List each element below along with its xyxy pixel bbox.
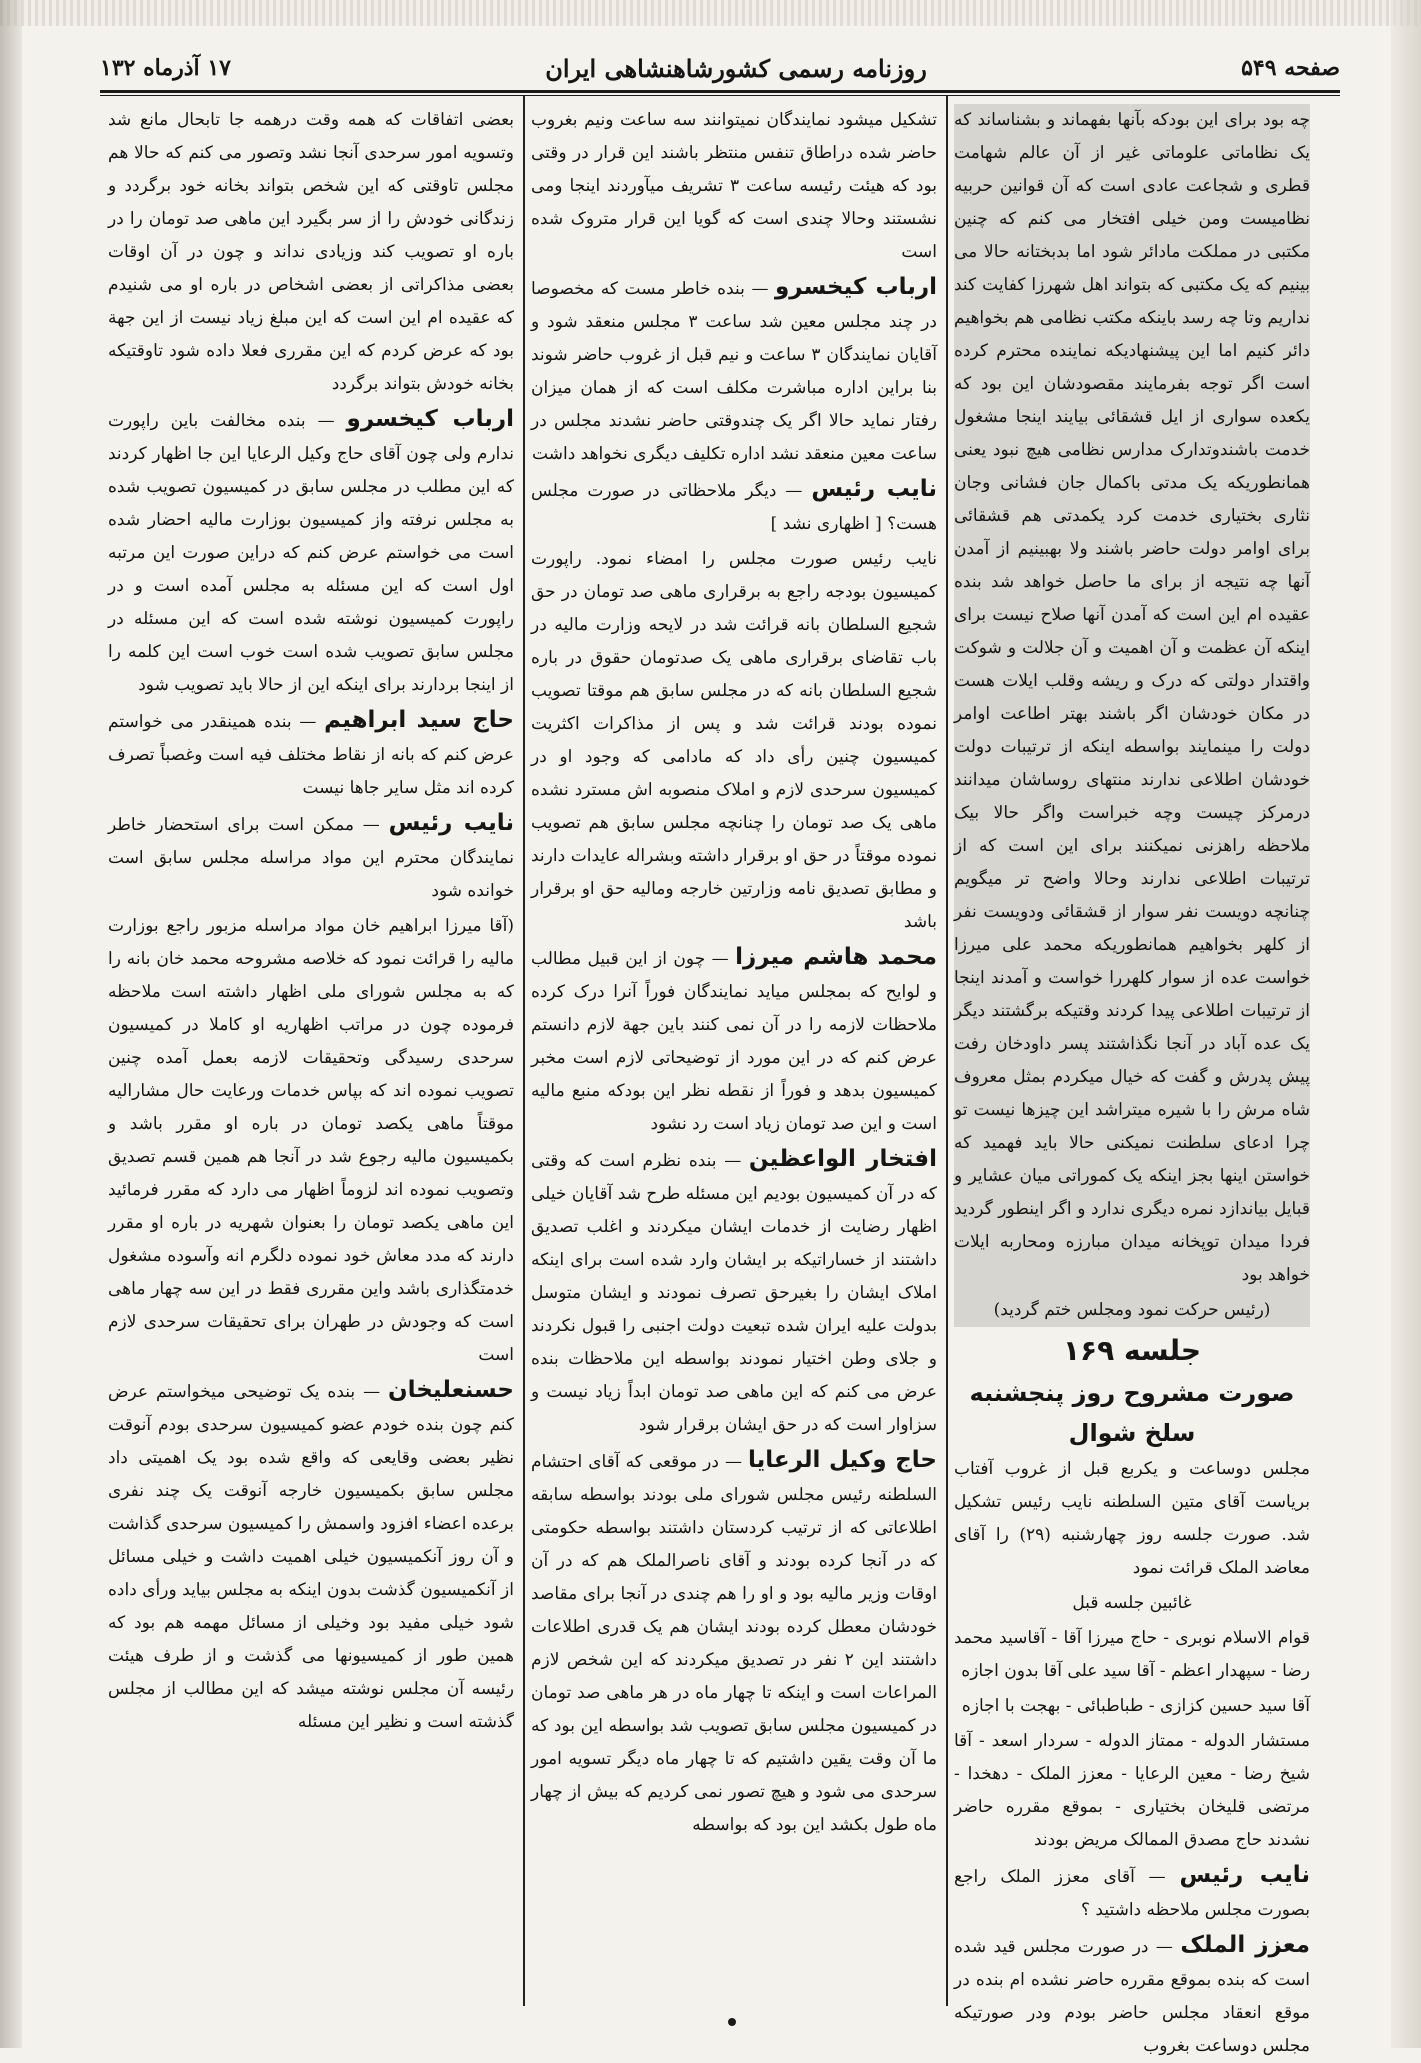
- speaker-name: حاج سید ابراهیم: [324, 707, 515, 733]
- speech: ارباب کیخسرو — بنده مخالفت باین راپورت ندارم ولی چون آقای حاج وکیل الرعایا این جا اظهار کردند که این مطلب در مجلس سابق در کمیسیون تصویب شده به مجلس نرفته واز کمیسیون بوزارت مالیه احضار شده است می خواستم عرض کنم که دراین صورت این مرتبه اول است که این مسئله به مجلس آمده است و در راپورت کمیسیون نوشته شده است که این مسئله در مجلس سابق تصویب شده است خوب است این کلمه را از اینجا بردارند برای اینکه این از حالا باید تصویب شود: [108, 406, 514, 695]
- speech-text: چون از این قبیل مطالب و لوایح که بمجلس میاید نمایندگان فوراً آنرا درک کرده ملاحظات لازمه را در آن نمی کنند باین جهة لازم دانستم عرض کنم که در این مورد از توضیحاتی لازم است مخبر کمیسیون بدهد و فوراً از نقطه نظر این بودکه منبع مالیه است و این صد تومان زیاد است رد نشود: [531, 949, 937, 1134]
- session-subtitle: صورت مشروح روز پنجشنبه سلخ شوال: [969, 1379, 1295, 1447]
- speech: محمد هاشم میرزا — چون از این قبیل مطالب و لوایح که بمجلس میاید نمایندگان فوراً آنرا درک کرده ملاحظات لازمه را در آن نمی کنند باین جهة لازم دانستم عرض کنم که در این مورد از توضیحاتی لازم است مخبر کمیسیون بدهد و فوراً از نقطه نظر این بودکه منبع مالیه است و این صد تومان زیاد است رد نشود: [531, 944, 937, 1134]
- paragraph: آقا سید حسین کزازی - طباطبائی - بهجت با اجازه: [961, 1696, 1310, 1716]
- column-middle: [531, 104, 937, 2019]
- paragraph: قوام الاسلام نوبری - حاج میرزا آقا - آقاسید محمد رضا - سپهدار اعظم - آقا سید علی آقا بدون اجازه: [954, 1628, 1310, 1681]
- scan-edge-top: [0, 0, 1421, 26]
- column-divider-right: [946, 96, 948, 2006]
- speaker-name: محمد هاشم میرزا: [735, 944, 937, 970]
- speaker-name: ارباب کیخسرو: [346, 406, 514, 432]
- speech: حاج سید ابراهیم — بنده همینقدر می خواستم عرض کنم که بانه از نقاط مختلف فیه است وغصباً تصرف کرده اند مثل سایر جاها نیست: [108, 707, 515, 798]
- speech: نایب رئیس — آقای معزز الملک راجع بصورت مجلس ملاحظه داشتید ؟: [954, 1862, 1310, 1920]
- paragraph: مستشار الدوله - ممتاز الدوله - سردار اسعد - آقا شیخ رضا - معین الرعایا - معزز الملک - دهخدا - مرتضی قلیخان بختیاری - بموقع مقرره حاضر نشدند حاج مصدق الممالک مریض بودند: [954, 1731, 1310, 1850]
- header-rule: [100, 90, 1340, 93]
- column-divider-left: [523, 96, 525, 2006]
- column-right: [954, 104, 1310, 2056]
- binding-shadow-left: [0, 0, 22, 2048]
- newspaper-title: روزنامه رسمی کشورشاهنشاهی ایران: [545, 53, 927, 83]
- speech: حاج وکیل الرعایا — در موقعی که آقای احتشام السلطنه رئیس مجلس شورای ملی بودند بواسطه سابقه اطلاعاتی که از ترتیب کردستان داشتند بواسطه حکومتی که در آنجا کرده بودند و آقای ناصرالملک هم که در آن اوقات وزیر مالیه بود و او را هم چندی در آنجا برای مقاصد خودشان معطل کرده بودند ایشان هم یک قدری اطلاعات داشتند این ۲ نفر در تصدیق میکردند که این شخص لازم المراعات است و اینکه تا چهار ماه در هر ماهی صد تومان در کمیسیون مجلس سابق تصویب شد بواسطه این بود که ما آن وقت یقین داشتیم که تا چهار ماه دیگر تسویه امور سرحدی می شود و هیچ تصور نمی کردیم که بیش از چهار ماه طول بکشد این بود که بواسطه: [531, 1447, 938, 1835]
- paragraph: تشکیل میشود نمایندگان نمیتوانند سه ساعت ونیم بغروب حاضر شده دراطاق تنفس منتظر باشند این قرار در وقتی بود که هیئت رئیسه ساعت ۳ تشریف میآوردند اینجا ومی نشستند وحالا چندی است که گویا این قرار متروک شده است: [531, 110, 937, 262]
- scan-edge-right: [1391, 0, 1421, 2048]
- speech-text: ممکن است برای استحضار خاطر نمایندگان محترم این مواد مراسله مجلس سابق است خوانده شود: [108, 815, 514, 901]
- speaker-name: حاج وکیل الرعایا: [747, 1447, 938, 1473]
- speech: نایب رئیس — ممکن است برای استحضار خاطر نمایندگان محترم این مواد مراسله مجلس سابق است خوانده شود: [108, 810, 514, 901]
- speech-text: بنده یک توضیحی میخواستم عرض کنم چون بنده خودم عضو کمیسیون سرحدی بودم آنوقت نظیر بعضی وقایعی که واقع شده بود یک اهمیتی داد مجلس سابق بکمیسیون خارجه آنوقت یک چند نفری برعده اعضاء افزود واسمش را کمیسیون سرحدی گذاشت و آن روز آنکمیسیون خیلی اهمیت داشت و خیلی مسائل از آنکمیسیون گذشت بدون اینکه به مجلس بیاید ورأی داده شود خیلی مفید بود وخیلی از مسائل مهمه هم بود که همین طور از کمیسیونها می گذشت و از طرف هیئت رئیسه آن مجلس نوشته میشد که این مطالب از مجلس گذشته است و نظیر این مسئله: [108, 1382, 514, 1732]
- paragraph: بعضی اتفاقات که همه وقت درهمه جا تابحال مانع شد وتسویه امور سرحدی آنجا نشد وتصور می کنم که حالا هم مجلس تاوقتی که این شخص بتواند بخانه خود برگردد و زندگانی خودش را از سر بگیرد این ماهی صد تومان را در باره او تصویب کند وزیادی نداند و چون در آن اوقات بعضی مذاکراتی از بعضی اشخاص در باره او می شنیدم که عقیده ام این است که این مبلغ زیاد نیست از این جهة بود که عرض کردم که این مقرری فعلا داده شود تاوقتیکه بخانه خودش بتواند برگردد: [108, 110, 514, 394]
- speaker-name: نایب رئیس: [811, 476, 938, 502]
- header-rule-thin: [100, 95, 1340, 96]
- paragraph: (آقا میرزا ابراهیم خان مواد مراسله مزبور راجع بوزارت مالیه را قرائت نمود که خلاصه مشروحه محمد خان بانه را که به مجلس شورای ملی اظهار داشته است ملاحظه فرموده چون در مراتب اظهاریه او کاملا در کمیسیون سرحدی رسیدگی وتحقیقات لازمه بعمل آمده چنین تصویب نموده اند که بپاس خدمات ورعایت حال مشارالیه موقتاً ماهی یکصد تومان در باره او مقرر باشد و بکمیسیون مالیه رجوع شد در آنجا هم همین قسم تصدیق وتصویب نموده اند لزوماً اظهار می دارد که مقرر فرمائید این ماهی یکصد تومان را بعنوان شهریه در باره او مقرر دارند که مدد معاش خود نموده دلگرم انه وآسوده مشغول خدمتگذاری باشد واین مقرری فقط در این سه چهار ماهی است که وجودش در طهران برای تحقیقات سرحدی لازم است: [108, 916, 514, 1365]
- page-end-dot: [728, 2018, 736, 2026]
- speech: ارباب کیخسرو — بنده خاطر مست که مخصوصا در چند مجلس معین شد ساعت ۳ مجلس منعقد شود و آقایان نمایندگان ۳ ساعت و نیم قبل از غروب حاضر شوند بنا براین اداره مباشرت مکلف است که از همان میزان رفتار نماید حالا اگر یک چندوقتی حاضر نشدند مجلس در ساعت معین منعقد نشد اداره تکلیف دیگری نخواهد داشت: [531, 274, 938, 464]
- speaker-name: حسنعلیخان: [388, 1377, 514, 1403]
- speech: افتخار الواعظین — بنده نظرم است که وقتی که در آن کمیسیون بودیم این مسئله طرح شد آقایان خیلی اظهار رضایت از خدمات ایشان میکردند و اغلب تصدیق داشتند از خساراتیکه بر ایشان وارد شده است برای اینکه املاک ایشان را بغیرحق تصرف نمودند و ایشان متوسل بدولت علیه ایران شده تبعیت دولت اجنبی را قبول نکردند و جلای وطن اختیار نمودند بواسطه این ملاحظات بنده عرض می کنم که این ماهی صد تومان ابداً زیاد نیست و سزاوار است که در حق ایشان برقرار شود: [531, 1146, 937, 1435]
- paragraph: نایب رئیس صورت مجلس را امضاء نمود. راپورت کمیسیون بودجه راجع به برقراری ماهی صد تومان در حق شجیع السلطان بانه قرائت شد در لایحه وزارت مالیه در باب تقاضای برقراری ماهی یک صدتومان حقوق در باره شجیع السلطان بانه که در مجلس سابق هم موقتا تصویب نموده بودند قرائت شد و پس از مذاکرات اکثریت کمیسیون چنین رأی داد که مادامی که وجود او در کمیسیون سرحدی لازم و املاک منصوبه اش مسترد نشده ماهی یک صد تومان را چنانچه مجلس سابق هم تصویب نموده موقتاً در حق او برقرار داشته وبشراله عایدات دارند و مطابق تصدیق نامه وزارتین خارجه ومالیه حق او برقرار باشد: [531, 549, 937, 932]
- speech: نایب رئیس — دیگر ملاحظاتی در صورت مجلس هست؟ [ اظهاری نشد ]: [531, 476, 938, 534]
- speech-text: بنده نظرم است که وقتی که در آن کمیسیون بودیم این مسئله طرح شد آقایان خیلی اظهار رضایت از خدمات ایشان میکردند و اغلب تصدیق داشتند از خساراتیکه بر ایشان وارد شده است برای اینکه املاک ایشان را بغیرحق تصرف نمودند و ایشان متوسل بدولت علیه ایران شده تبعیت دولت اجنبی را قبول نکردند و جلای وطن اختیار نمودند بواسطه این ملاحظات بنده عرض می کنم که این ماهی صد تومان ابداً زیاد نیست و سزاوار است که در حق ایشان برقرار شود: [531, 1151, 937, 1435]
- issue-date: ۱۷ آذرماه ۱۳۲: [100, 55, 231, 81]
- speech-text: در صورت مجلس قید شده است که بنده بموقع مقرره حاضر نشده ام بنده در موقع انعقاد مجلس حاضر بودم ودر صورتیکه مجلس دوساعت بغروب: [954, 1937, 1310, 2056]
- speaker-name: نایب رئیس: [1179, 1862, 1310, 1888]
- speech-text: بنده خاطر مست که مخصوصا در چند مجلس معین شد ساعت ۳ مجلس منعقد شود و آقایان نمایندگان ۳ ساعت و نیم قبل از غروب حاضر شوند بنا براین اداره مباشرت مکلف است که از همان میزان رفتار نماید حالا اگر یک چندوقتی حاضر نشدند مجلس در ساعت معین منعقد نشد اداره تکلیف دیگری نخواهد داشت: [531, 279, 938, 464]
- speech-text: در موقعی که آقای احتشام السلطنه رئیس مجلس شورای ملی بودند بواسطه سابقه اطلاعاتی که از ترتیب کردستان داشتند بواسطه حکومتی که در آنجا کرده بودند و آقای ناصرالملک هم که در آن اوقات وزیر مالیه بود و او را هم چندی در آنجا برای مقاصد خودشان معطل کرده بودند ایشان هم یک قدری اطلاعات داشتند این ۲ نفر در تصدیق میکردند که این شخص لازم المراعات است و اینکه تا چهار ماه در هر ماهی صد تومان در کمیسیون مجلس سابق تصویب شد بواسطه این بود که ما آن وقت یقین داشتیم که تا چهار ماه دیگر تسویه امور سرحدی می شود و هیچ تصور نمی کردیم که بیش از چهار ماه طول بکشد این بود که بواسطه: [531, 1452, 937, 1835]
- speech-text: دیگر ملاحظاتی در صورت مجلس هست؟ [ اظهاری نشد ]: [531, 481, 937, 534]
- speaker-name: معزز الملک: [1180, 1932, 1310, 1958]
- session-title: جلسه ۱۶۹: [1062, 1334, 1202, 1367]
- page-number: صفحه ۵۴۹: [1241, 55, 1340, 81]
- speech-text: بنده مخالفت باین راپورت ندارم ولی چون آقای حاج وکیل الرعایا این جا اظهار کردند که این مطلب در مجلس سابق در کمیسیون تصویب شده به مجلس نرفته واز کمیسیون بوزارت مالیه احضار شده است می خواستم عرض کنم که دراین صورت این مرتبه اول است که این مسئله به مجلس آمده است و در راپورت کمیسیون نوشته شده است که این مسئله در مجلس سابق تصویب شده است خوب است این کلمه را از اینجا بردارند برای اینکه این از حالا باید تصویب شود: [108, 411, 514, 695]
- paragraph: مجلس دوساعت و یکربع قبل از غروب آفتاب بریاست آقای متین السلطنه نایب رئیس تشکیل شد. صورت جلسه روز چهارشنبه (۲۹) را آقای معاضد الملک قرائت نمود: [954, 1459, 1310, 1578]
- column-left: [108, 104, 514, 2019]
- speech-text: بنده همینقدر می خواستم عرض کنم که بانه از نقاط مختلف فیه است وغصباً تصرف کرده اند مثل سایر جاها نیست: [108, 712, 514, 798]
- speech: حسنعلیخان — بنده یک توضیحی میخواستم عرض کنم چون بنده خودم عضو کمیسیون سرحدی بودم آنوقت نظیر بعضی وقایعی که واقع شده بود یک اهمیتی داد مجلس سابق بکمیسیون خارجه آنوقت یک چند نفری برعده اعضاء افزود واسمش را کمیسیون سرحدی گذاشت و آن روز آنکمیسیون خیلی اهمیت داشت و خیلی مسائل از آنکمیسیون گذشت بدون اینکه به مجلس بیاید ورأی داده شود خیلی مفید بود وخیلی از مسائل مهمه هم بود که همین طور از کمیسیونها می گذشت و از طرف هیئت رئیسه آن مجلس نوشته میشد که این مطالب از مجلس گذشته است و نظیر این مسئله: [108, 1377, 514, 1732]
- speaker-name: ارباب کیخسرو: [775, 274, 938, 300]
- paragraph: چه بود برای این بودکه بآنها بفهماند و بشناساند که یک نظاماتی علوماتی غیر از آن عالم شهامت قطری و شجاعت عادی است که آن قوانین حربیه نظامیست ومن خیلی افتخار می کنم که چنین مکتبی در مملکت مادائر شود اما بدبختانه حالا می بینیم که یک مکتبی که بتواند اهل شهرزا کفایت کند نداریم وتا چه رسد باینکه مکتب نظامی هم بخواهیم دائر کنیم اما این پیشنهادیکه نماینده محترم کرده است اگر توجه بفرمایند مقصودشان این بود که یکعده سواری از ایل قشقائی بیایند اینجا مشغول خدمت باشندوتدارک مدارس نظامی هیچ نبود یعنی همانطوریکه یک مدتی باکمال جان فشانی وجان نثاری بختیاری خدمت کرد یکمدتی هم قشقائی برای اوامر دولت حاضر باشند ولا بهبینیم از آمدن آنها چه نتیجه از برای ما حاصل خواهد شد بنده عقیده ام این است که آمدن آنها صلاح نیست برای اینکه آن عظمت و آن اهمیت و آن جلالت و شوکت واقتدار دولتی که درک و ریشه وقلب ایلات هست در مکان خودشان اگر باشند بهتر اطاعت اوامر دولت را مینمایند بواسطه اینکه از ترتیبات دولت خودشان اطلاعی ندارند منتهای روساشان میدانند درمرکز چیست وچه خبراست واگر حالا بیک ملاحظه راهزنی نمیکنند برای این است که از ترتیبات اطلاعی ندارند وحالا واضح تر میگویم چنانچه دویست نفر سوار از قشقائی ودویست نفر از کلهر بخواهیم همانطوریکه محمد علی میرزا خواست عده از سوار کلهررا خواست و آمدند اینجا از ترتیبات اطلاعی پیدا کردند وقتیکه برگشتند دیگر یک عده آباد در آنجا نگذاشتند پسر داودخان رفت پیش پدرش و گفت که خیال میکردم بمثل معروف شاه مرش را با شیره میتراشد این چیزها نیست تو چرا ادعای سلطنت نمیکنی حالا باید فهمید که خواستن اینها بجز اینکه یک کموراتی میان عشایر و قبایل بیاندازد نمره دیگری ندارد و اگر اینطور گردید فردا میدان توپخانه میدان مبارزه ومحاربه ایلات خواهد بود: [954, 110, 1310, 1285]
- adjournment-note: (رئیس حرکت نمود ومجلس ختم گردید): [993, 1300, 1271, 1320]
- shaded-block: [954, 104, 1310, 1327]
- speaker-name: افتخار الواعظین: [748, 1146, 937, 1172]
- page-header: [100, 48, 1340, 88]
- speech: معزز الملک — در صورت مجلس قید شده است که بنده بموقع مقرره حاضر نشده ام بنده در موقع انعقاد مجلس حاضر بودم ودر صورتیکه مجلس دوساعت بغروب: [954, 1932, 1310, 2056]
- absent-heading: غائبین جلسه قبل: [1072, 1593, 1192, 1613]
- speech-text: آقای معزز الملک راجع بصورت مجلس ملاحظه داشتید ؟: [954, 1867, 1310, 1920]
- speaker-name: نایب رئیس: [388, 810, 514, 836]
